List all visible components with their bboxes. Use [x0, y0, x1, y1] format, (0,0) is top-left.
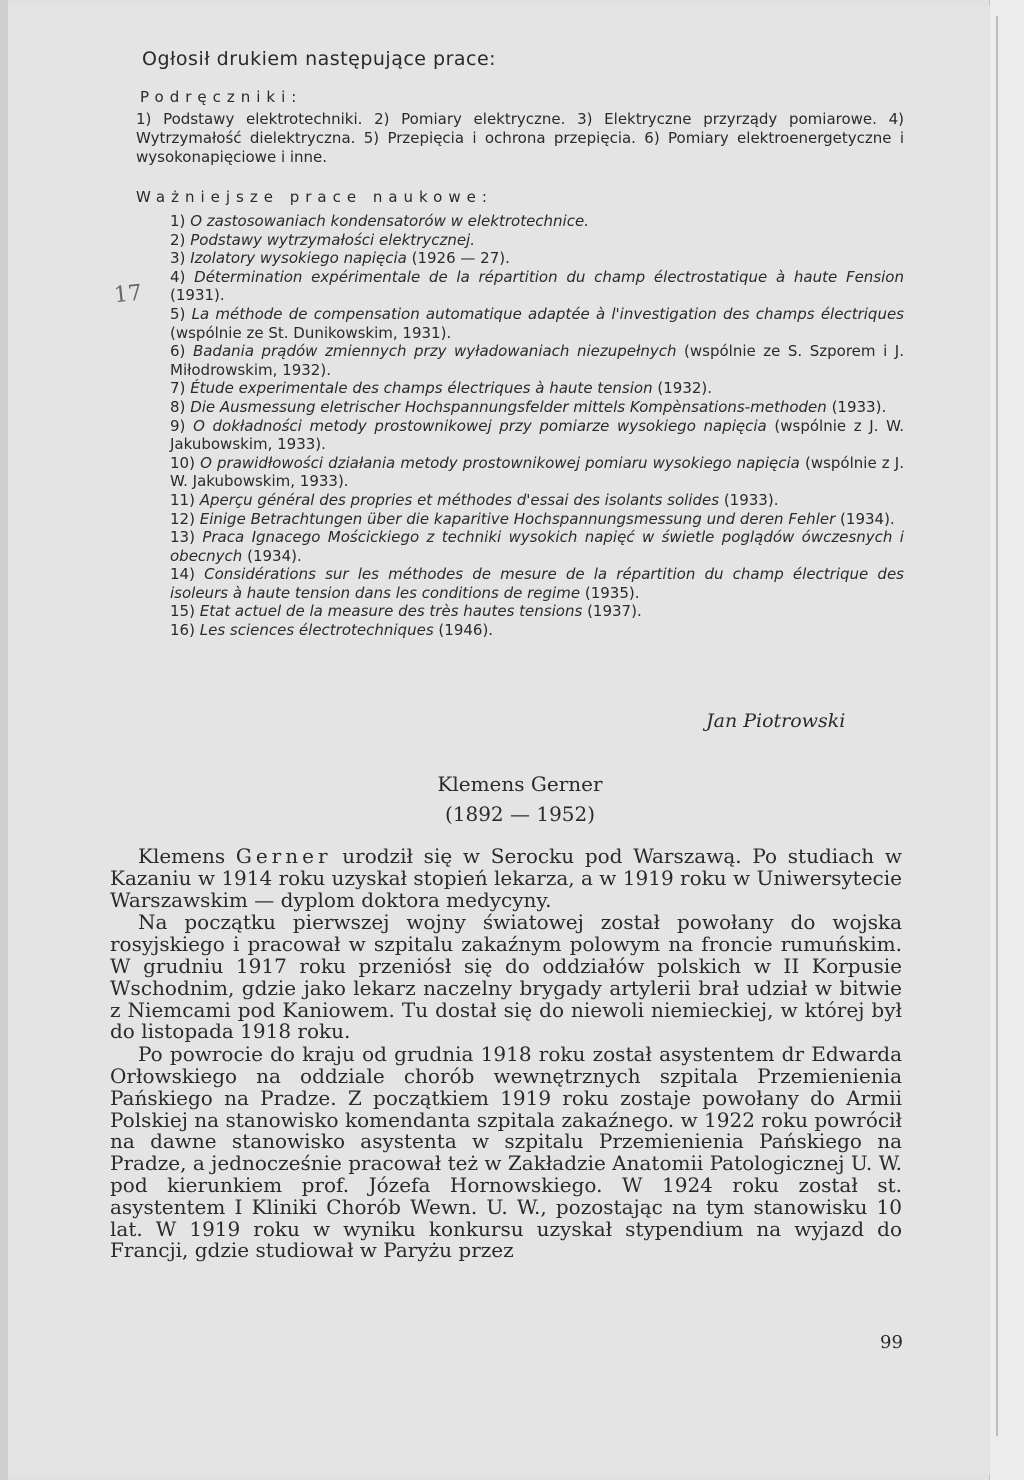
scan-edge-left [0, 0, 8, 1480]
work-item [136, 249, 904, 268]
work-title: La méthode de compensation automatique adaptée à l'investigation des champs électriques [191, 304, 904, 323]
work-item [136, 305, 904, 342]
work-item [136, 231, 904, 250]
work-note: (1926 — 27). [411, 249, 510, 268]
obituary-paragraph-3: Po powrocie do kraju od grudnia 1918 roku został asystentem dr Edwarda Orłowskiego na oddziale chorób wewnętrznych szpitala Przemienienia Pańskiego na Pradze. Z początkiem 1919 roku zostaje powołany do Armii Polskiej na stanowisko komendanta szpitala zakaźnego. w 1922 roku powrócił na dawne stanowisko asystenta w szpitalu Przemienienia Pańskiego na Pradze, a jednocześnie pracował też w Zakładzie Anatomii Patologicznej U. W. pod kierunkiem prof. Józefa Hornowskiego. W 1924 roku został st. asystentem I Kliniki Chorób Wewn. U. W., pozostając na tym stanowisku 10 lat. W 1919 roku w wyniku konkursu uzyskał stypendium na wyjazd do Francji, gdzie studiował w Paryżu przez [110, 1042, 902, 1263]
margin-annotation: 17 [112, 280, 144, 309]
work-item [136, 454, 904, 491]
work-note: (1934). [840, 509, 895, 528]
obituary-dates: (1892 — 1952) [444, 802, 596, 826]
work-note: (wspólnie ze St. Dunikowskim, 1931). [170, 323, 452, 342]
work-item [136, 602, 904, 621]
obituary-body [110, 846, 902, 1262]
author-signature: Jan Piotrowski [706, 710, 846, 732]
work-item [136, 398, 904, 417]
work-number: 7) [170, 379, 186, 398]
work-title: O prawidłowości działania metody prostownikowej pomiaru wysokiego napięcia [200, 453, 800, 472]
work-note: (wspólnie ze S. Szporem i J. Miłodrowskim, 1932). [170, 342, 904, 379]
work-number: 11) [170, 490, 195, 509]
obituary-paragraph-2: Na początku pierwszej wojny światowej został powołany do wojska rosyjskiego i pracował w szpitalu zakaźnym polowym na froncie rumuńskim. W grudniu 1917 roku przeniósł się do oddziałów polskich w II Korpusie Wschodnim, gdzie jako lekarz naczelny brygady artylerii brał udział w bitwie z Niemcami pod Kaniowem. Tu dostał się do niewoli niemieckiej, w której był do listopada 1918 roku. [110, 910, 902, 1044]
page-number: 99 [880, 1332, 903, 1353]
work-title: Détermination expérimentale de la répartition du champ électrostatique à haute Fension [194, 267, 904, 286]
work-note: (1937). [587, 602, 642, 621]
work-title: Etat actuel de la measure des très hautes tensions [199, 602, 583, 621]
work-note: (1946). [438, 621, 494, 640]
work-note: (1933). [831, 397, 887, 416]
obituary-paragraph-1 [110, 846, 902, 911]
work-title: O dokładności metody prostownikowej przy pomiarze wysokiego napięcia [193, 416, 767, 435]
scan-edge-line [996, 16, 998, 1436]
work-title: Étude experimentale des champs électriques à haute tension [190, 379, 653, 398]
work-title: O zastosowaniach kondensatorów w elektrotechnice. [190, 212, 589, 230]
work-number: 12) [170, 509, 195, 528]
work-number: 6) [170, 342, 186, 361]
work-item [136, 212, 904, 231]
work-title: Die Ausmessung eletrischer Hochspannungsfelder mittels Kompènsations-methoden [190, 397, 827, 416]
work-title: Aperçu général des propries et méthodes d'essai des isolants solides [199, 490, 720, 509]
work-number: 3) [170, 249, 186, 268]
work-item [136, 491, 904, 510]
work-item [136, 510, 904, 529]
section-heading: Ogłosił drukiem następujące prace: [142, 48, 497, 70]
work-title: Badania prądów zmiennych przy wyładowaniach niezupełnych [192, 342, 677, 361]
work-note: (1933). [723, 490, 779, 509]
work-title: Praca Ignacego Mościckiego z techniki wysokich napięć w świetle poglądów ówczesnych i obecnych [170, 528, 904, 565]
work-number: 5) [170, 304, 186, 323]
work-number: 8) [170, 397, 186, 416]
textbooks-title: Podręczniki: [140, 88, 303, 106]
work-number: 1) [170, 212, 186, 230]
work-item [136, 565, 904, 602]
work-number: 13) [170, 528, 195, 547]
work-item [136, 342, 904, 379]
works-list [136, 212, 904, 640]
work-note: (wspólnie z J. W. Jakubowskim, 1933). [170, 416, 904, 454]
work-title: Izolatory wysokiego napięcia [190, 249, 407, 268]
work-number: 4) [170, 267, 186, 286]
work-number: 16) [170, 621, 195, 640]
work-note: (1935). [584, 583, 640, 602]
work-title: Einige Betrachtungen über die kaparitive Hochspannungsmessung und deren Fehler [199, 509, 836, 528]
obituary-title: Klemens Gerner [437, 772, 603, 796]
work-note: (1932). [657, 379, 713, 398]
work-title: Les sciences électrotechniques [199, 621, 434, 640]
work-title: Considérations sur les méthodes de mesure de la répartition du champ électrique des isoleurs à haute tension dans les conditions de regime [170, 565, 904, 602]
work-item [136, 379, 904, 398]
work-item [136, 621, 904, 640]
work-item [136, 268, 904, 305]
work-number: 2) [170, 230, 186, 249]
work-item [136, 528, 904, 565]
paragraph-1-text: urodził się w Serocku pod Warszawą. Po studiach w Kazaniu w 1914 roku uzyskał stopień lekarza, a w 1919 roku w Uniwersytecie Warszawskim — dyplom doktora medycyny. [110, 844, 902, 912]
work-note: (wspólnie z J. W. Jakubowskim, 1933). [170, 453, 904, 491]
name-spaced: Gerner [235, 844, 332, 868]
work-note: (1934). [247, 546, 302, 565]
work-number: 15) [170, 602, 195, 621]
work-number: 9) [170, 416, 186, 435]
work-number: 10) [170, 453, 195, 472]
name-before: Klemens [138, 844, 226, 868]
textbooks-list: 1) Podstawy elektrotechniki. 2) Pomiary elektryczne. 3) Elektryczne przyrządy pomiarowe. 4) Wytrzymałość dielektryczna. 5) Przepięcia i ochrona przepięcia. 6) Pomiary elektroenergetyczne i wysokonapięciowe i inne. [136, 110, 904, 166]
works-title: Ważniejsze prace naukowe: [136, 188, 493, 206]
work-number: 14) [170, 565, 195, 584]
scan-edge-right [989, 0, 1024, 1480]
work-item [136, 417, 904, 454]
book-page [8, 6, 990, 1474]
work-title: Podstawy wytrzymałości elektrycznej. [190, 230, 475, 249]
work-note: (1931). [170, 286, 225, 305]
